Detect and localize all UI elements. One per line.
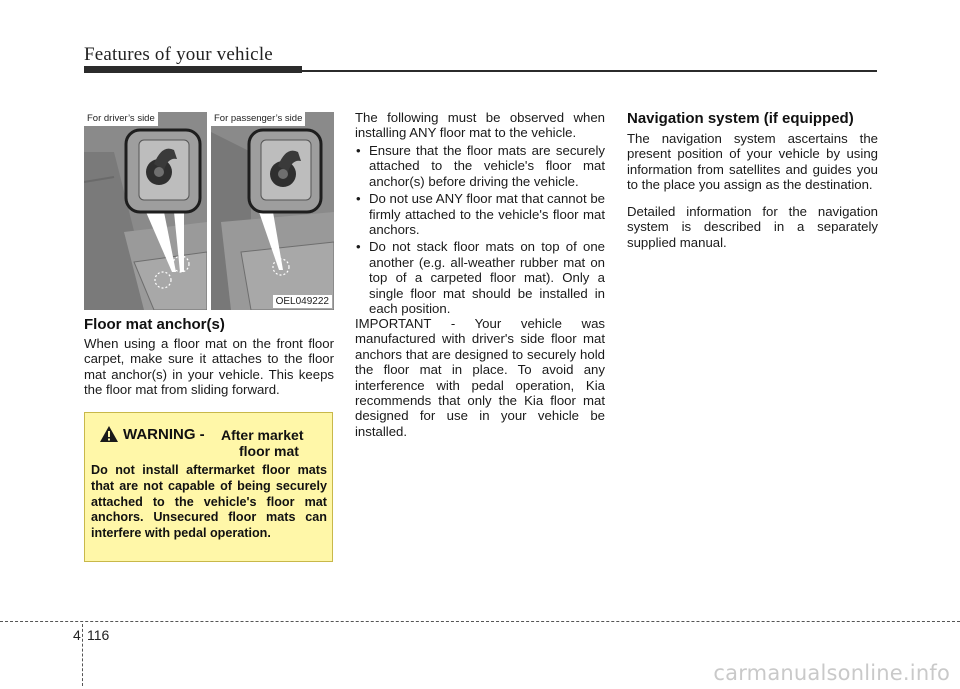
warning-text: Do not install aftermarket floor mats that are not capable of being securely attached to the vehicle's floor mat anchors. Unsecured floor mats can interfere with pedal operation. <box>91 463 327 541</box>
passenger-side-anchor-drawing <box>211 112 334 310</box>
navigation-heading: Navigation system (if equipped) <box>627 110 854 127</box>
list-item: • Ensure that the floor mats are securely attached to the vehicle's floor mat anchor(s) before driving the vehicle. <box>355 143 605 189</box>
warning-triangle-icon <box>99 425 119 443</box>
figure-code: OEL049222 <box>273 295 332 308</box>
chapter-number: 4 <box>73 627 81 643</box>
floor-mat-anchor-illustration <box>84 112 334 310</box>
warning-title: WARNING - <box>123 426 205 443</box>
header-rule-thick <box>84 66 302 73</box>
illustration-driver-side <box>84 112 207 310</box>
list-item: • Do not stack floor mats on top of one another (e.g. all-weather rubber mat on top of a carpeted floor mat). Only a single floor mat should be installed in each position. <box>355 239 605 316</box>
illustration-passenger-side <box>211 112 334 310</box>
warning-box <box>84 412 333 562</box>
watermark: carmanualsonline.info <box>713 661 950 685</box>
figure-label-passenger: For passenger’s side <box>211 112 305 126</box>
floor-mat-heading: Floor mat anchor(s) <box>84 316 225 333</box>
navigation-paragraph-2: Detailed information for the navigation system is described in a separately supplied manual. <box>627 204 878 250</box>
floor-mat-rules-list <box>355 143 605 318</box>
page-header-title: Features of your vehicle <box>84 44 273 65</box>
important-paragraph: IMPORTANT - Your vehicle was manufactured with driver's side floor mat anchors that are designed to securely hold the floor mat in place. To avoid any interference with pedal operation, Kia recommends that only the Kia floor mat designed for use in your vehicle be installed. <box>355 316 605 439</box>
warning-subtitle-line1: After market <box>221 427 304 443</box>
footer-divider <box>82 624 83 686</box>
floor-mat-paragraph: When using a floor mat on the front floor carpet, make sure it attaches to the floor mat anchor(s) in your vehicle. This keeps the floor mat from sliding forward. <box>84 336 334 398</box>
figure-label-driver: For driver’s side <box>84 112 158 126</box>
header-rule-thin <box>300 70 877 72</box>
navigation-paragraph-1: The navigation system ascertains the present position of your vehicle by using information from satellites and guides you to the place you assign as the destination. <box>627 131 878 193</box>
warning-subtitle-line2: floor mat <box>239 443 299 459</box>
middle-intro: The following must be observed when installing ANY floor mat to the vehicle. <box>355 110 605 141</box>
driver-side-anchor-drawing <box>84 112 207 310</box>
page-number: 116 <box>87 627 110 643</box>
list-item: • Do not use ANY floor mat that cannot be firmly attached to the vehicle's floor mat anchors. <box>355 191 605 237</box>
footer-rule <box>0 621 960 622</box>
